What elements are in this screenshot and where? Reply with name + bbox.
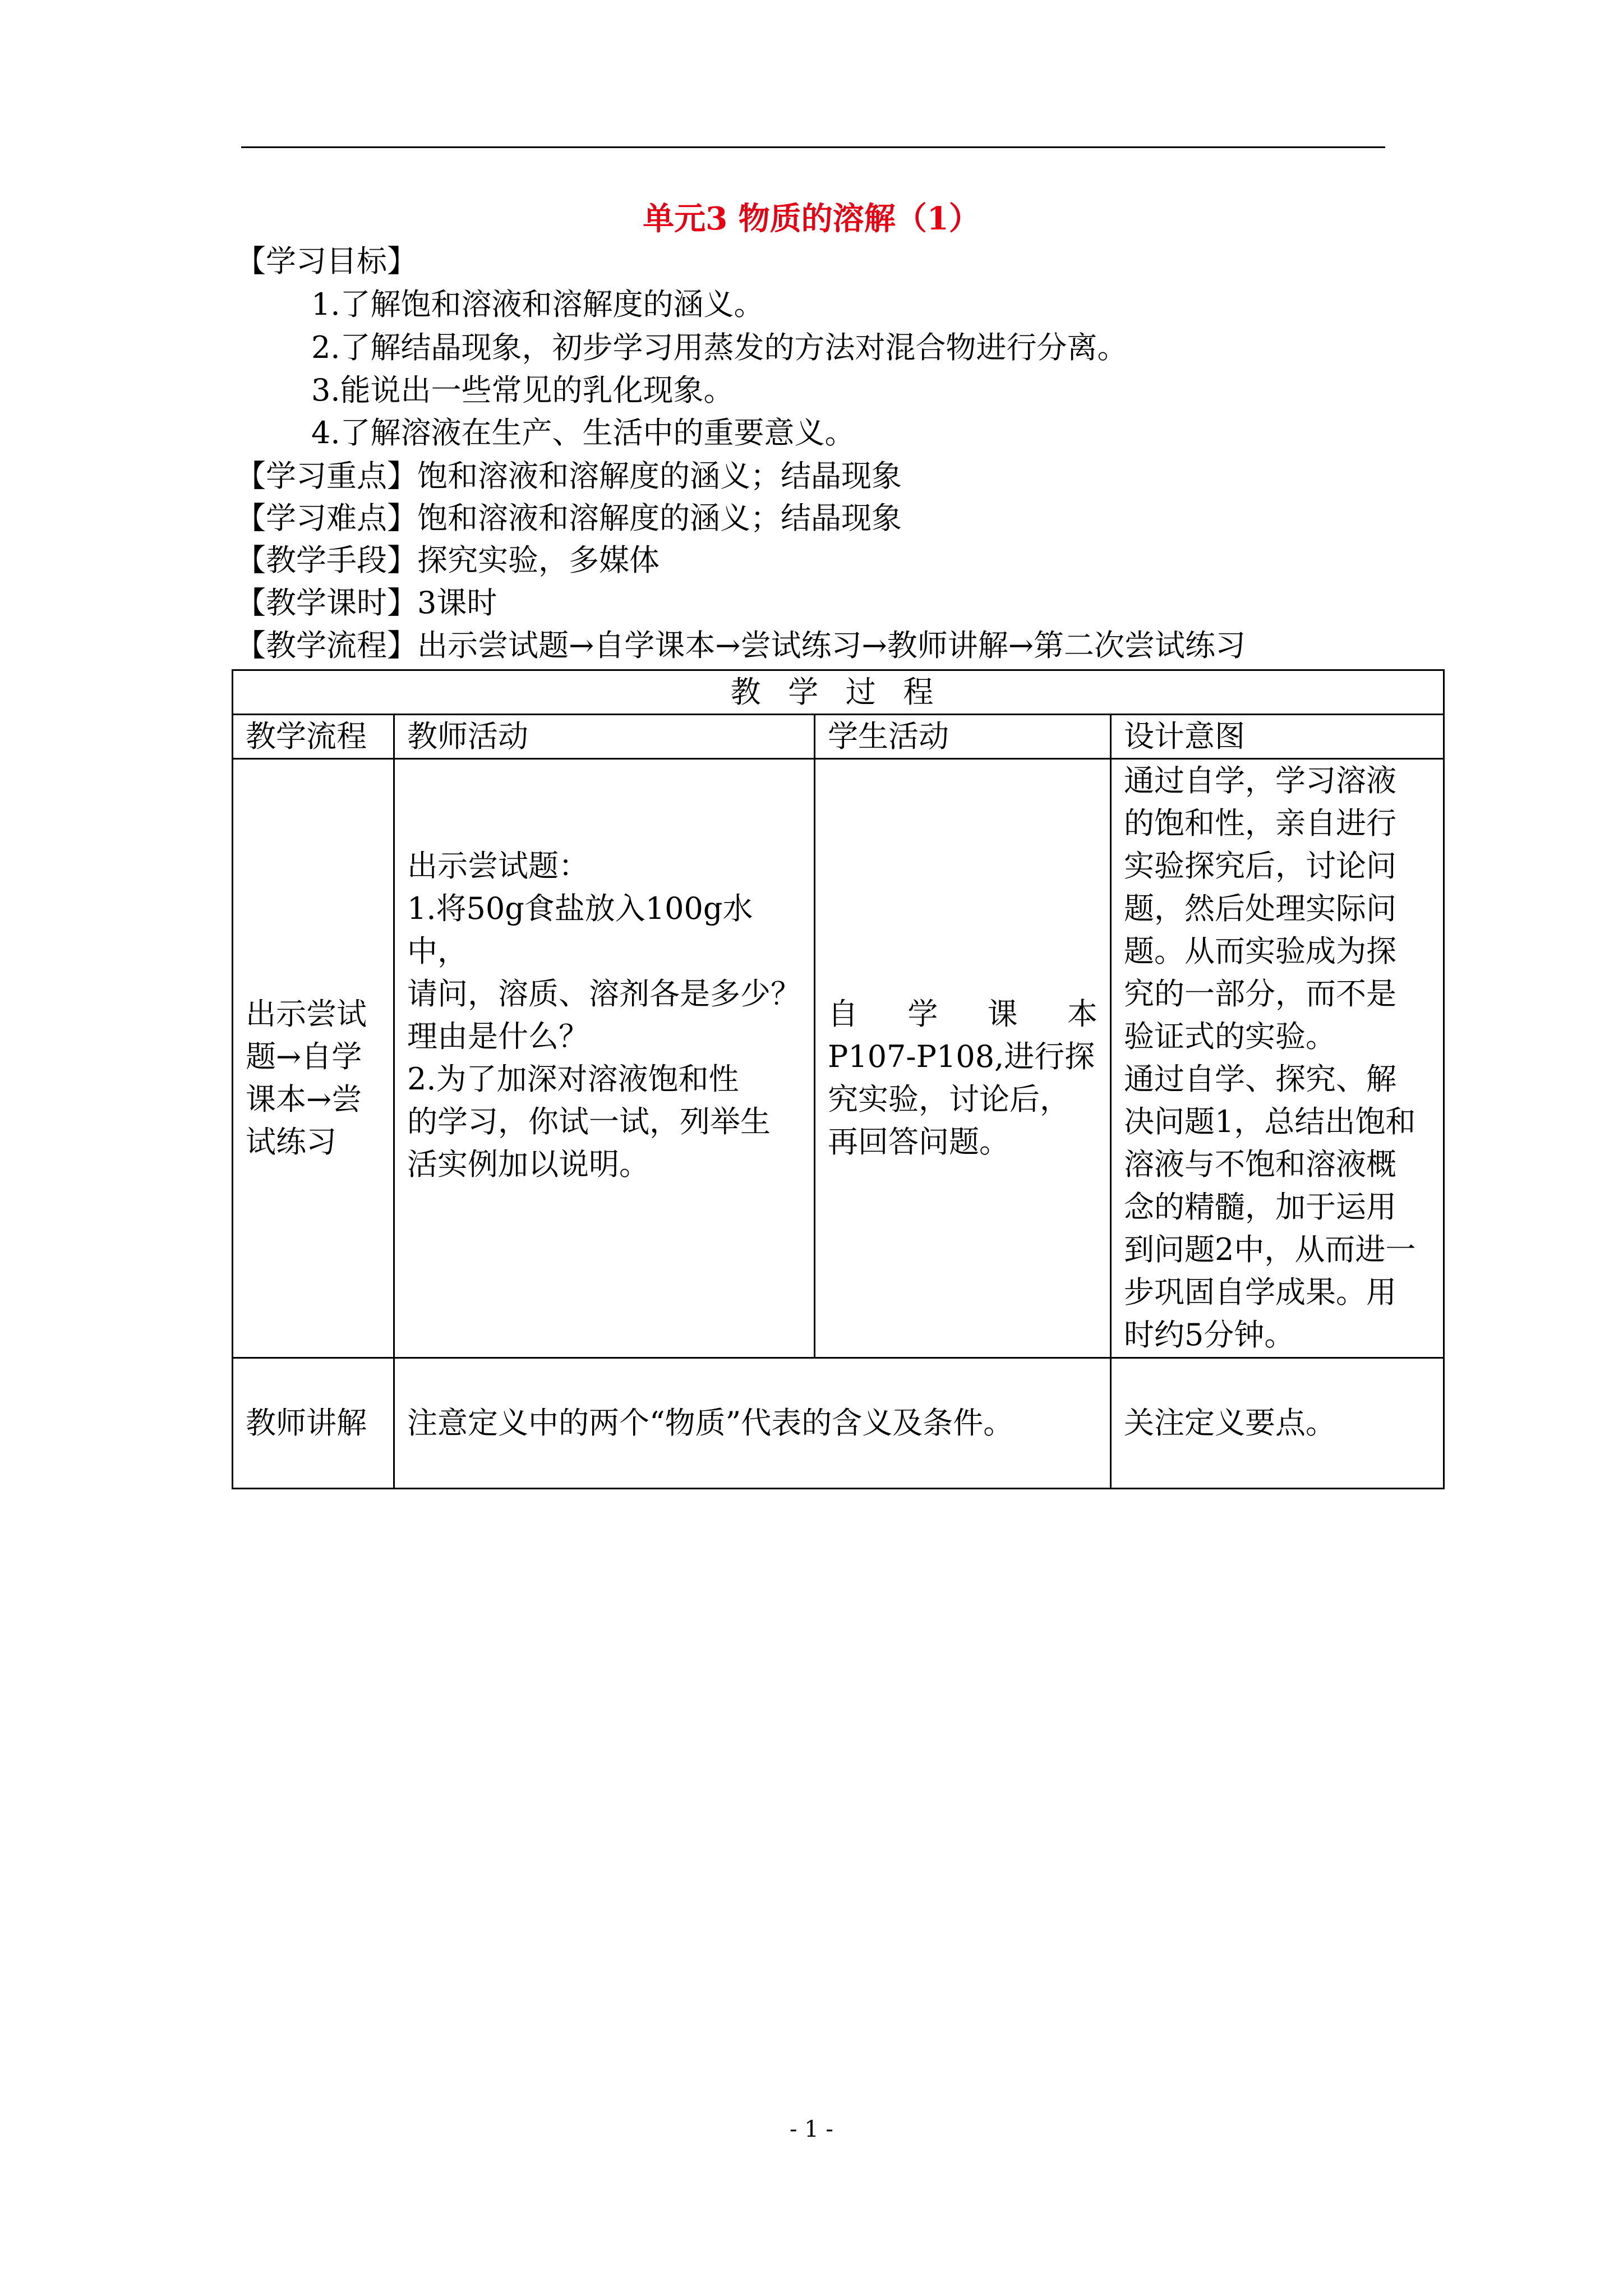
teaching-methods: 【教学手段】探究实验，多媒体 [236, 542, 660, 578]
teacher-line: 出示尝试题： [407, 848, 589, 884]
goal-item: 1.了解饱和溶液和溶解度的涵义。 [311, 287, 764, 322]
teacher-activity-cell [394, 759, 815, 1358]
goals-heading: 【学习目标】 [236, 243, 417, 279]
teacher-line: 的学习，你试一试，列举生 [407, 1104, 771, 1139]
teacher-line: 理由是什么？ [407, 1019, 589, 1054]
intent-line: 到问题2中，从而进一 [1124, 1232, 1416, 1267]
intent-line: 通过自学，学习溶液 [1124, 763, 1396, 798]
student-activity-cell [815, 759, 1111, 1358]
intent-line: 决问题1，总结出饱和 [1124, 1104, 1416, 1139]
flow-cell [233, 759, 394, 1358]
header-teacher: 教师活动 [394, 715, 815, 759]
goal-item: 2.了解结晶现象，初步学习用蒸发的方法对混合物进行分离。 [311, 330, 1128, 365]
flow-line: 出示尝试 [246, 996, 367, 1032]
intent-line: 的饱和性，亲自进行 [1124, 806, 1396, 841]
teacher-line: 请问，溶质、溶剂各是多少？ [407, 976, 801, 1011]
intent-line: 步巩固自学成果。用 [1124, 1274, 1396, 1310]
teacher-line: 1.将50g食盐放入100g水中， [407, 891, 753, 969]
teaching-process-table [232, 669, 1445, 1489]
table-row [233, 1358, 1444, 1489]
table-row [233, 759, 1444, 1358]
top-rule [241, 146, 1385, 148]
page-number: - 1 - [790, 2116, 833, 2142]
class-hours: 【教学课时】3课时 [236, 585, 497, 620]
goal-item: 4.了解溶液在生产、生活中的重要意义。 [311, 415, 855, 450]
intent-line: 时约5分钟。 [1124, 1317, 1295, 1352]
intent-line: 究的一部分，而不是 [1124, 976, 1396, 1011]
page-title: 单元3 物质的溶解（1） [643, 200, 980, 237]
design-intent-cell [1111, 759, 1444, 1358]
header-intent: 设计意图 [1111, 715, 1444, 759]
intent-line: 通过自学、探究、解 [1124, 1061, 1396, 1097]
flow-line: 试练习 [246, 1124, 336, 1159]
intent-line: 题，然后处理实际问 [1124, 891, 1396, 926]
intent-line: 实验探究后，讨论问 [1124, 848, 1396, 884]
key-points: 【学习重点】饱和溶液和溶解度的涵义；结晶现象 [236, 458, 902, 494]
flow-line: 课本→尝 [246, 1081, 362, 1117]
intent-line: 题。从而实验成为探 [1124, 933, 1396, 969]
table-caption: 教学过程 [233, 670, 1444, 715]
student-line: 再回答问题。 [828, 1124, 1009, 1159]
difficulties: 【学习难点】饱和溶液和溶解度的涵义；结晶现象 [236, 500, 902, 536]
table-header-row [233, 715, 1444, 759]
teacher-line: 活实例加以说明。 [407, 1147, 649, 1182]
intent-line: 溶液与不饱和溶液概 [1124, 1147, 1396, 1182]
teacher-explanation-cell: 注意定义中的两个“物质”代表的含义及条件。 [394, 1358, 1111, 1489]
teacher-line: 2.为了加深对溶液饱和性 [407, 1061, 739, 1097]
student-line: P107-P108,进行探 [828, 1038, 1095, 1074]
student-line: 自 学 课 本 [828, 996, 1098, 1032]
intent-line: 念的精髓，加于运用 [1124, 1189, 1396, 1225]
flow-cell: 教师讲解 [233, 1358, 394, 1489]
header-student: 学生活动 [815, 715, 1111, 759]
student-line: 究实验，讨论后， [828, 1081, 1070, 1117]
table-caption-row [233, 670, 1444, 715]
header-flow: 教学流程 [233, 715, 394, 759]
design-intent-cell: 关注定义要点。 [1111, 1358, 1444, 1489]
goal-item: 3.能说出一些常见的乳化现象。 [311, 372, 734, 408]
teaching-flow: 【教学流程】出示尝试题→自学课本→尝试练习→教师讲解→第二次尝试练习 [236, 628, 1246, 663]
flow-line: 题→自学 [246, 1038, 362, 1074]
intent-line: 验证式的实验。 [1124, 1019, 1336, 1054]
